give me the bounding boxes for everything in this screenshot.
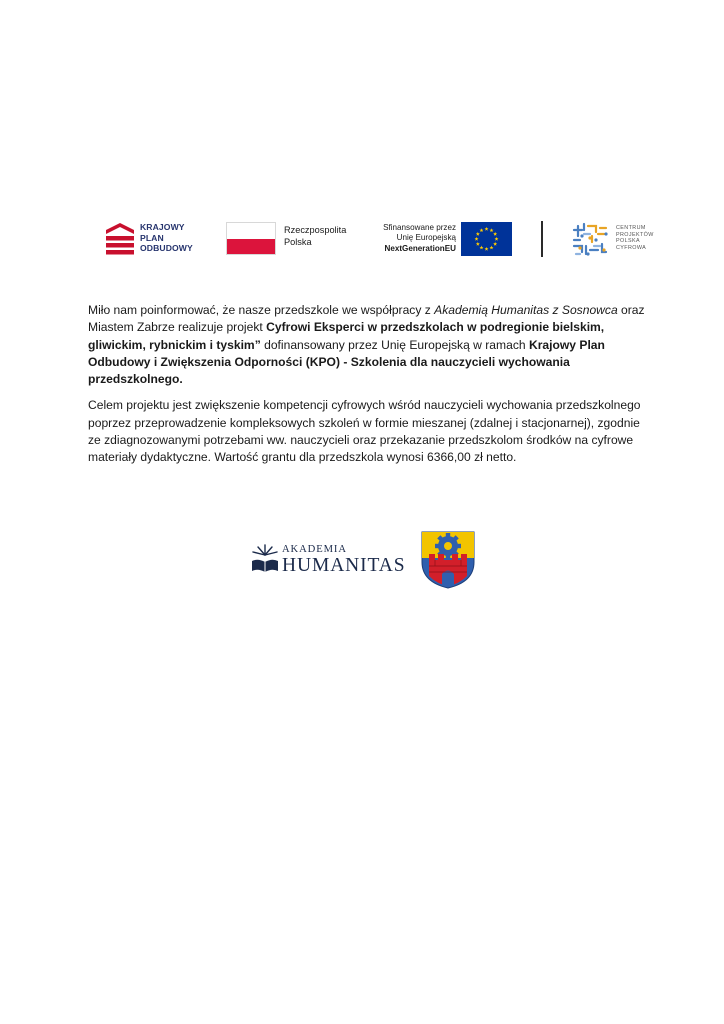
ah-logo-line2: HUMANITAS [282, 555, 406, 576]
kpo-logo-line1: KRAJOWY [140, 222, 185, 232]
rzeczpospolita-polska-logo [226, 222, 356, 256]
eu-star-icon [493, 232, 497, 236]
announcement-paragraph-2: Celem projektu jest zwiększenie kompetencji cyfrowych wśród nauczycieli wychowania przedszkolnego poprzez przeprowadzenie kompleksowych szkoleń w formie mieszanej (zdalnej i stacjonarnej), zgodnie ze zdiagnozowanymi potrzebami ww. nauczycieli oraz przekazanie przedszkolom środków na cyfrowe materiały dydaktyczne. Wartość grantu dla przedszkola wynosi 6366,00 zł netto. [88, 398, 641, 465]
kpo-emblem-icon [104, 221, 136, 257]
eu-star-icon [480, 228, 484, 232]
eu-flag-icon [461, 222, 512, 256]
kpo-logo [104, 219, 214, 259]
cppc-logo-line1: CENTRUM [616, 225, 646, 231]
eu-star-icon [493, 242, 497, 246]
polish-flag-icon [226, 222, 276, 255]
p1-project-name: Cyfrowi Eksperci w przedszkolach w podregionie bielskim, gliwickim, rybnickim i tyskim” [88, 320, 605, 352]
cppc-logo [570, 220, 654, 258]
zabrze-coat-of-arms [419, 530, 477, 590]
coat-of-arms-icon [419, 530, 477, 590]
kpo-logo-line3: ODBUDOWY [140, 243, 193, 253]
akademia-humanitas-logo [250, 541, 406, 577]
logo-separator [541, 221, 543, 257]
p1-partner-name: Akademią Humanitas z Sosnowca [434, 303, 618, 317]
open-book-icon [250, 541, 280, 575]
eu-star-icon [480, 246, 484, 250]
cppc-logo-line2: PROJEKTÓW [616, 231, 654, 238]
ah-logo-line1: AKADEMIA [282, 544, 347, 555]
announcement-text [88, 302, 648, 467]
eu-logo-line1: Sfinansowane przez [383, 223, 456, 232]
eu-star-icon [485, 247, 489, 251]
eu-logo-line3: NextGenerationEU [384, 243, 456, 253]
eu-star-icon [476, 242, 480, 246]
p1-segment-1: Miło nam poinformować, że nasze przedszkole we współpracy z [88, 303, 435, 317]
p1-segment-5: dofinansowany przez Unię Europejską w ramach [260, 337, 529, 352]
p1-programme-name: Krajowy Plan Odbudowy i Zwiększenia Odporności (KPO) - Szkolenia dla nauczycieli wychowania przedszkolnego. [88, 337, 605, 387]
cppc-logo-line3: POLSKA [616, 238, 640, 245]
eu-logo-line2: Unię Europejską [396, 233, 456, 243]
p1-segment-3: oraz Miastem Zabrze realizuje projekt [88, 303, 645, 335]
eu-star-icon [485, 227, 489, 231]
eu-star-icon [495, 237, 499, 241]
announcement-paragraph-1 [88, 302, 648, 388]
rp-logo-line2: Polska [284, 236, 312, 247]
eu-star-icon [476, 232, 480, 236]
cppc-emblem-icon [570, 220, 610, 258]
eu-stars-icon [461, 222, 512, 256]
rp-logo-line1: Rzeczpospolita [284, 225, 347, 235]
eu-funding-logo [368, 222, 514, 256]
cppc-logo-line4: CYFROWA [616, 244, 647, 251]
eu-star-icon [490, 228, 494, 232]
eu-star-icon [475, 237, 479, 241]
kpo-logo-line2: PLAN [140, 232, 164, 243]
eu-star-icon [490, 246, 494, 250]
